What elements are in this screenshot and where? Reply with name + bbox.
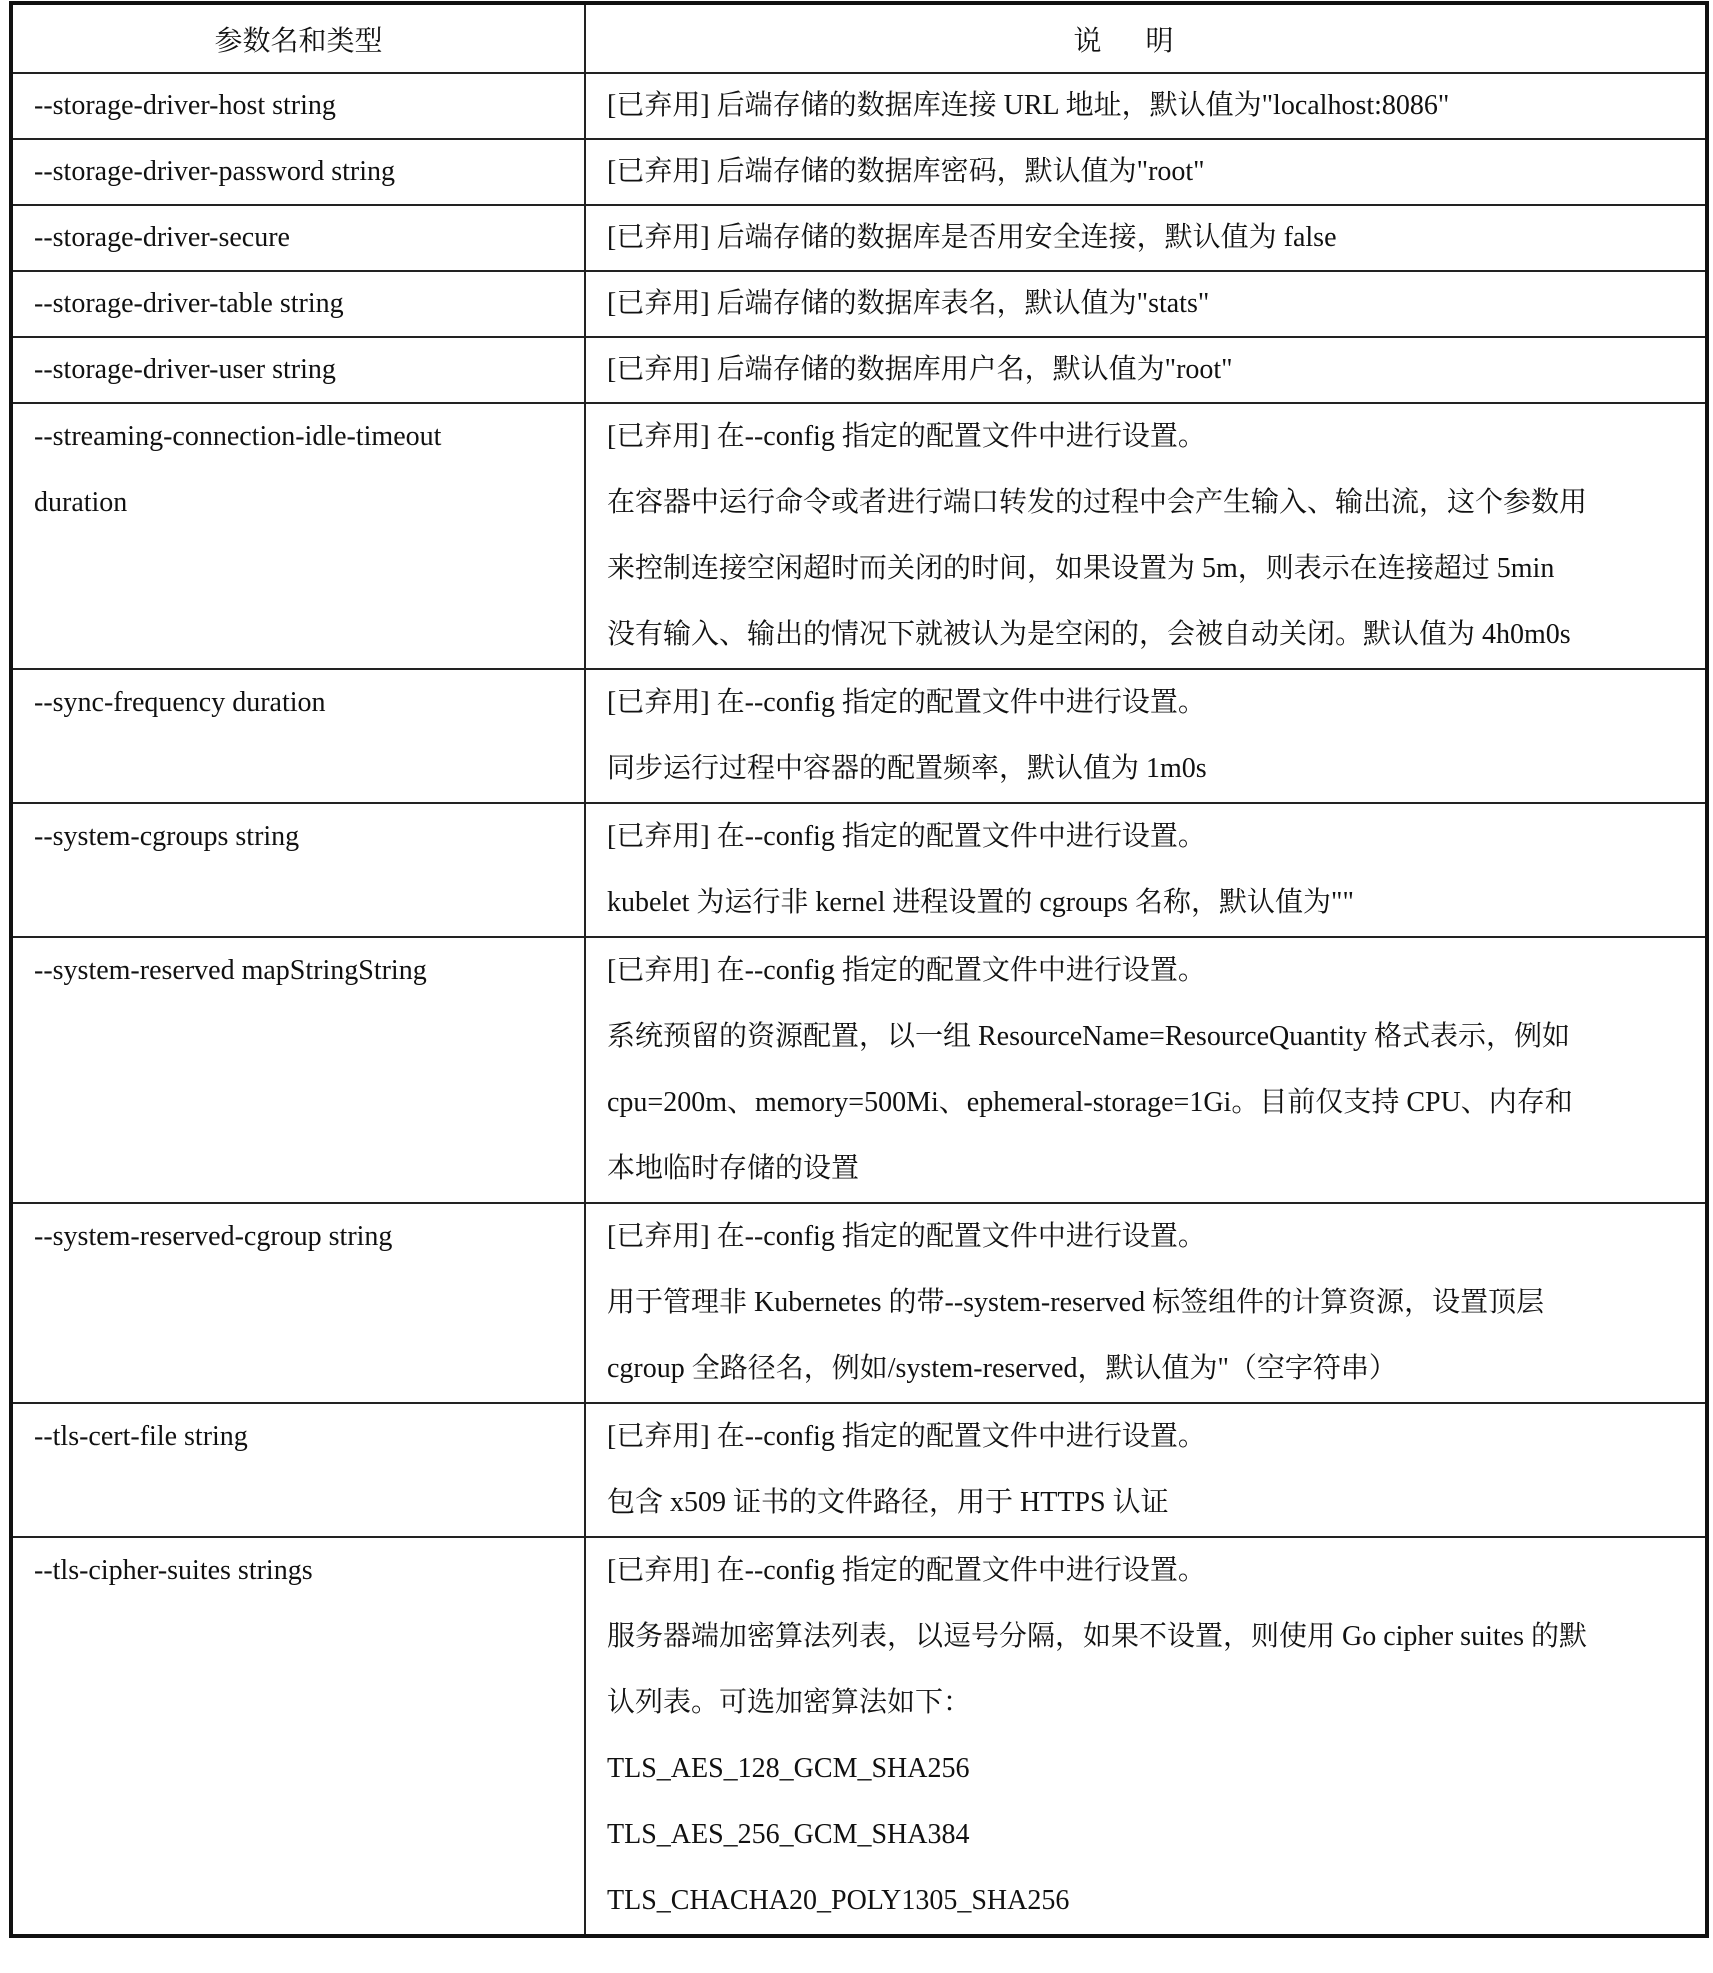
description-line: 系统预留的资源配置，以一组 ResourceName=ResourceQuantity 格式表示，例如: [607, 1021, 1570, 1052]
param-cell: [11, 271, 585, 337]
description-line: [已弃用] 后端存储的数据库连接 URL 地址，默认值为"localhost:8086": [607, 90, 1450, 121]
description-line: [已弃用] 后端存储的数据库密码，默认值为"root": [607, 156, 1205, 187]
description-line: 来控制连接空闲超时而关闭的时间，如果设置为 5m，则表示在连接超过 5min: [607, 553, 1555, 584]
description-cell: [585, 73, 1707, 139]
description-cell: [585, 271, 1707, 337]
param-cell-content: [13, 670, 584, 736]
description-line: [已弃用] 在--config 指定的配置文件中进行设置。: [607, 687, 1206, 718]
description-cell: [585, 337, 1707, 403]
description-cell-content: [586, 1204, 1705, 1402]
description-line: 包含 x509 证书的文件路径，用于 HTTPS 认证: [607, 1487, 1169, 1518]
description-line: cgroup 全路径名，例如/system-reserved，默认值为"（空字符串）: [607, 1353, 1397, 1384]
table-row: [11, 1203, 1707, 1403]
param-name-line: duration: [34, 487, 128, 518]
description-cell-content: [586, 1404, 1705, 1536]
description-cell: [585, 1203, 1707, 1403]
description-cell: [585, 139, 1707, 205]
param-cell-content: [13, 74, 584, 138]
table-row: [11, 73, 1707, 139]
param-cell-content: [13, 140, 584, 204]
description-line: [已弃用] 在--config 指定的配置文件中进行设置。: [607, 1421, 1206, 1452]
description-line: [已弃用] 在--config 指定的配置文件中进行设置。: [607, 821, 1206, 852]
description-line: 用于管理非 Kubernetes 的带--system-reserved 标签组件的计算资源，设置顶层: [607, 1287, 1545, 1318]
param-name-line: --storage-driver-user string: [34, 354, 336, 385]
description-cell-content: [586, 206, 1705, 270]
param-cell: [11, 1537, 585, 1936]
description-line: 本地临时存储的设置: [607, 1153, 860, 1184]
param-name-line: --tls-cert-file string: [34, 1421, 248, 1452]
description-cell-content: [586, 804, 1705, 936]
description-line: cpu=200m、memory=500Mi、ephemeral-storage=1Gi。目前仅支持 CPU、内存和: [607, 1087, 1573, 1118]
description-line: TLS_CHACHA20_POLY1305_SHA256: [607, 1885, 1070, 1916]
param-cell-content: [13, 272, 584, 336]
description-line: [已弃用] 在--config 指定的配置文件中进行设置。: [607, 1221, 1206, 1252]
table-header-row: [11, 3, 1707, 73]
param-cell: [11, 669, 585, 803]
parameters-table: [9, 1, 1709, 1938]
description-line: kubelet 为运行非 kernel 进程设置的 cgroups 名称，默认值为"": [607, 887, 1354, 918]
param-cell: [11, 1403, 585, 1537]
description-line: TLS_AES_256_GCM_SHA384: [607, 1819, 970, 1850]
description-cell: [585, 205, 1707, 271]
param-name-line: --sync-frequency duration: [34, 687, 326, 718]
param-name-line: --storage-driver-host string: [34, 90, 336, 121]
description-cell: [585, 1403, 1707, 1537]
param-name-line: --storage-driver-secure: [34, 222, 290, 253]
description-cell-content: [586, 670, 1705, 802]
table-row: [11, 139, 1707, 205]
param-cell-content: [13, 804, 584, 870]
table-row: [11, 403, 1707, 669]
param-name-line: --storage-driver-password string: [34, 156, 395, 187]
description-cell: [585, 1537, 1707, 1936]
header-description-label: 说明: [1073, 25, 1218, 57]
param-name-line: --system-reserved mapStringString: [34, 955, 427, 986]
description-cell: [585, 803, 1707, 937]
description-cell-content: [586, 74, 1705, 138]
description-line: [已弃用] 在--config 指定的配置文件中进行设置。: [607, 421, 1206, 452]
param-cell: [11, 403, 585, 669]
description-cell: [585, 937, 1707, 1203]
param-cell: [11, 73, 585, 139]
param-cell-content: [13, 1204, 584, 1270]
description-line: 服务器端加密算法列表，以逗号分隔，如果不设置，则使用 Go cipher suites 的默: [607, 1621, 1587, 1652]
table-row: [11, 271, 1707, 337]
description-line: 没有输入、输出的情况下就被认为是空闲的，会被自动关闭。默认值为 4h0m0s: [607, 619, 1571, 650]
param-cell-content: [13, 1404, 584, 1470]
description-cell-content: [586, 938, 1705, 1202]
table-row: [11, 937, 1707, 1203]
description-line: TLS_AES_128_GCM_SHA256: [607, 1753, 970, 1784]
param-cell-content: [13, 404, 584, 536]
param-cell-content: [13, 338, 584, 402]
table-row: [11, 803, 1707, 937]
table-row: [11, 337, 1707, 403]
description-cell-content: [586, 140, 1705, 204]
description-line: 在容器中运行命令或者进行端口转发的过程中会产生输入、输出流，这个参数用: [607, 487, 1588, 518]
table-row: [11, 205, 1707, 271]
param-cell: [11, 937, 585, 1203]
description-line: 认列表。可选加密算法如下：: [607, 1687, 972, 1718]
param-cell: [11, 139, 585, 205]
param-name-line: --system-cgroups string: [34, 821, 300, 852]
description-cell: [585, 403, 1707, 669]
param-name-line: --streaming-connection-idle-timeout: [34, 421, 442, 452]
param-name-line: --tls-cipher-suites strings: [34, 1555, 313, 1586]
param-cell: [11, 205, 585, 271]
table-row: [11, 1537, 1707, 1936]
header-description: [585, 3, 1707, 73]
description-cell: [585, 669, 1707, 803]
description-cell-content: [586, 338, 1705, 402]
param-cell-content: [13, 938, 584, 1004]
param-name-line: --system-reserved-cgroup string: [34, 1221, 393, 1252]
param-cell-content: [13, 206, 584, 270]
description-line: [已弃用] 后端存储的数据库用户名，默认值为"root": [607, 354, 1233, 385]
param-cell-content: [13, 1538, 584, 1604]
table-body: [11, 73, 1707, 1936]
table-row: [11, 1403, 1707, 1537]
description-line: [已弃用] 在--config 指定的配置文件中进行设置。: [607, 955, 1206, 986]
param-name-line: --storage-driver-table string: [34, 288, 344, 319]
description-line: [已弃用] 在--config 指定的配置文件中进行设置。: [607, 1555, 1206, 1586]
param-cell: [11, 337, 585, 403]
header-param-name-type: 参数名和类型: [11, 3, 585, 73]
description-line: 同步运行过程中容器的配置频率，默认值为 1m0s: [607, 753, 1207, 784]
param-cell: [11, 803, 585, 937]
description-line: [已弃用] 后端存储的数据库表名，默认值为"stats": [607, 288, 1210, 319]
description-cell-content: [586, 404, 1705, 668]
description-cell-content: [586, 1538, 1705, 1934]
table-row: [11, 669, 1707, 803]
description-cell-content: [586, 272, 1705, 336]
description-line: [已弃用] 后端存储的数据库是否用安全连接，默认值为 false: [607, 222, 1337, 253]
param-cell: [11, 1203, 585, 1403]
